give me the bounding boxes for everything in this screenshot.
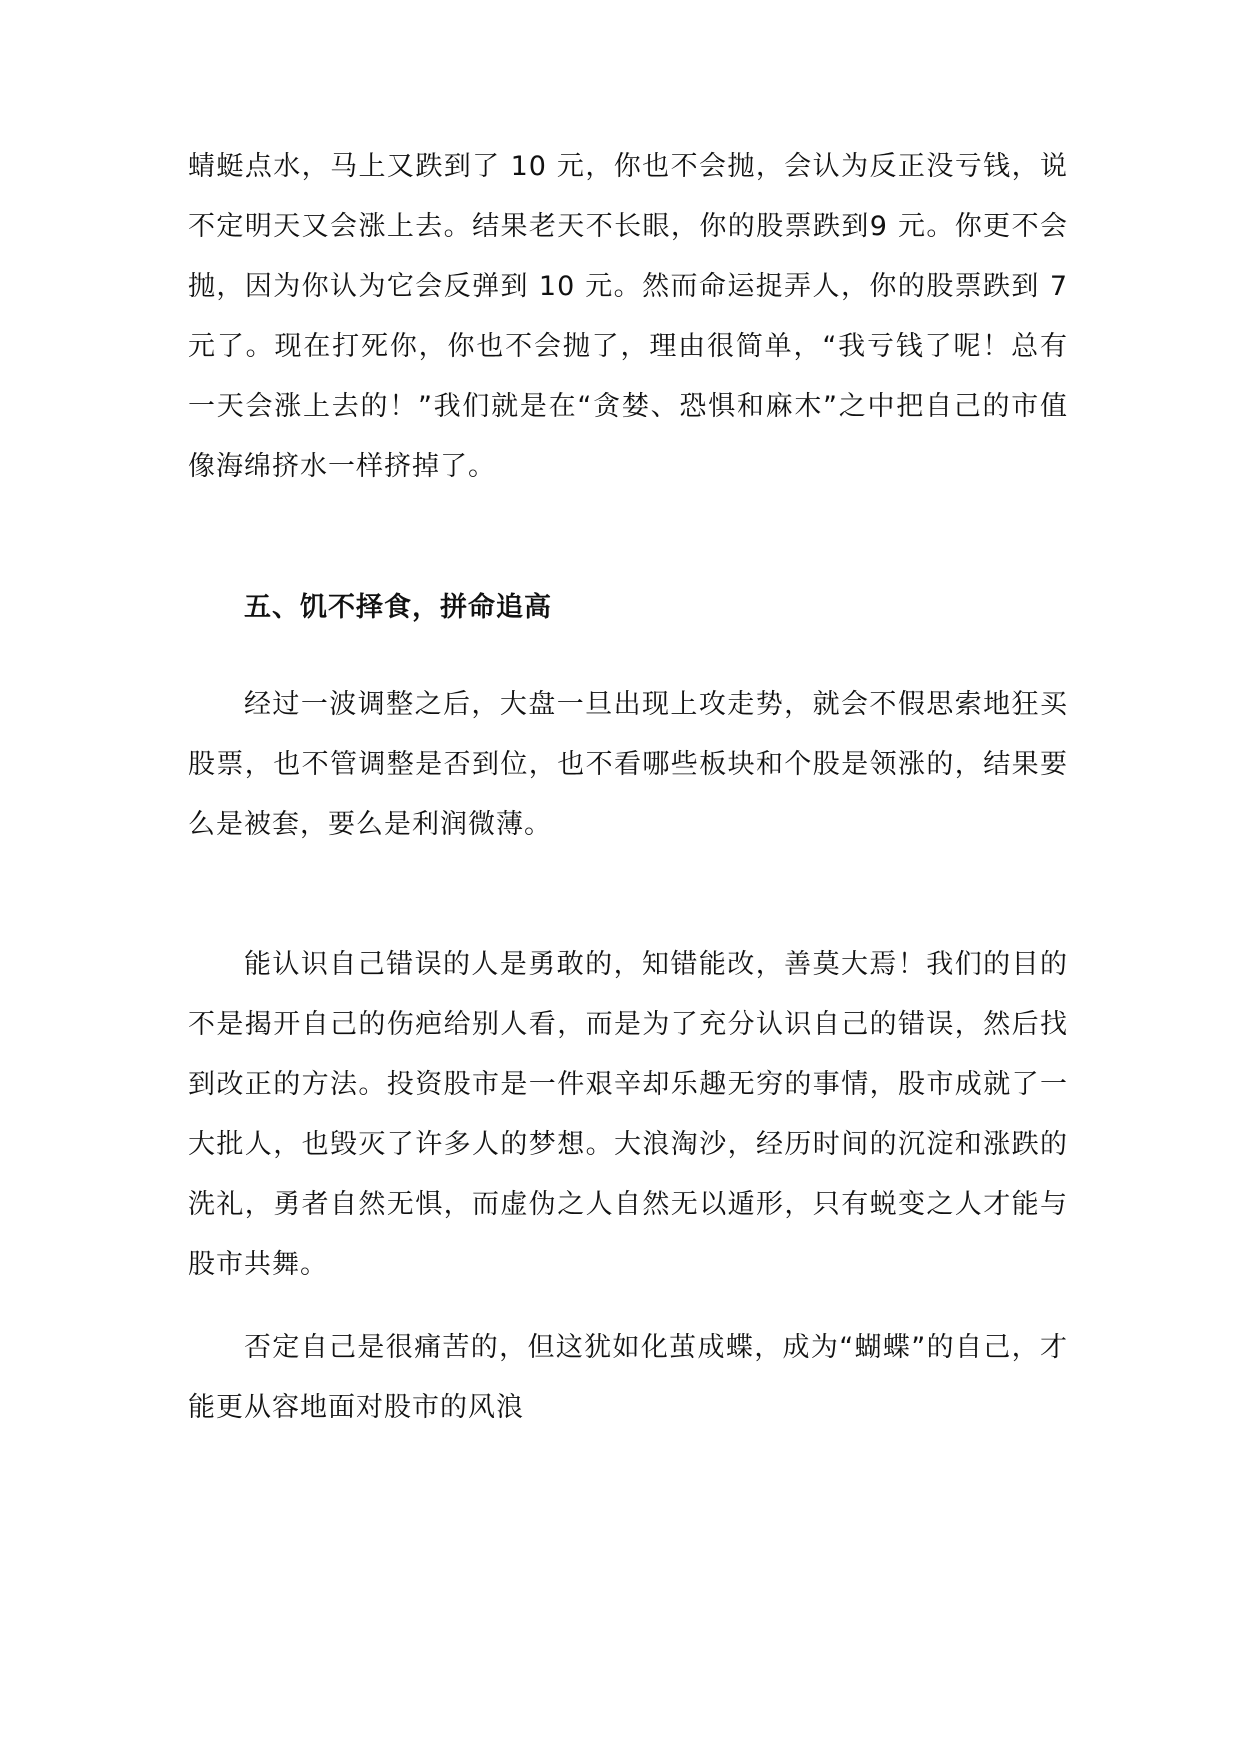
paragraph-continued: 蜻蜓点水，马上又跌到了 10 元，你也不会抛，会认为反正没亏钱，说不定明天又会涨上去。结果老天不长眼，你的股票跌到9 元。你更不会抛，因为你认为它会反弹到 10 元。然而命运捉弄人，你的股票跌到 7元了。现在打死你，你也不会抛了，理由很简单，“我亏钱了呢！总有一天会涨上去的！”我们就是在“贪婪、恐惧和麻木”之中把自己的市值像海绵挤水一样挤掉了。 [188,151,1068,482]
paragraph-recognize-mistakes: 能认识自己错误的人是勇敢的，知错能改，善莫大焉！我们的目的不是揭开自己的伤疤给别人看，而是为了充分认识自己的错误，然后找到改正的方法。投资股市是一件艰辛却乐趣无穷的事情，股市成就了一大批人，也毁灭了许多人的梦想。大浪淘沙，经历时间的沉淀和涨跌的洗礼，勇者自然无惧，而虚伪之人自然无以遁形，只有蜕变之人才能与股市共舞。 [188,949,1068,1280]
section-heading: 五、饥不择食，拼命追高 [244,592,552,623]
paragraph-chasing-highs: 经过一波调整之后，大盘一旦出现上攻走势，就会不假思索地狂买股票，也不管调整是否到位，也不看哪些板块和个股是领涨的，结果要么是被套，要么是利润微薄。 [188,689,1068,840]
paragraph-butterfly: 否定自己是很痛苦的，但这犹如化茧成蝶，成为“蝴蝶”的自己，才能更从容地面对股市的风浪 [188,1332,1068,1423]
